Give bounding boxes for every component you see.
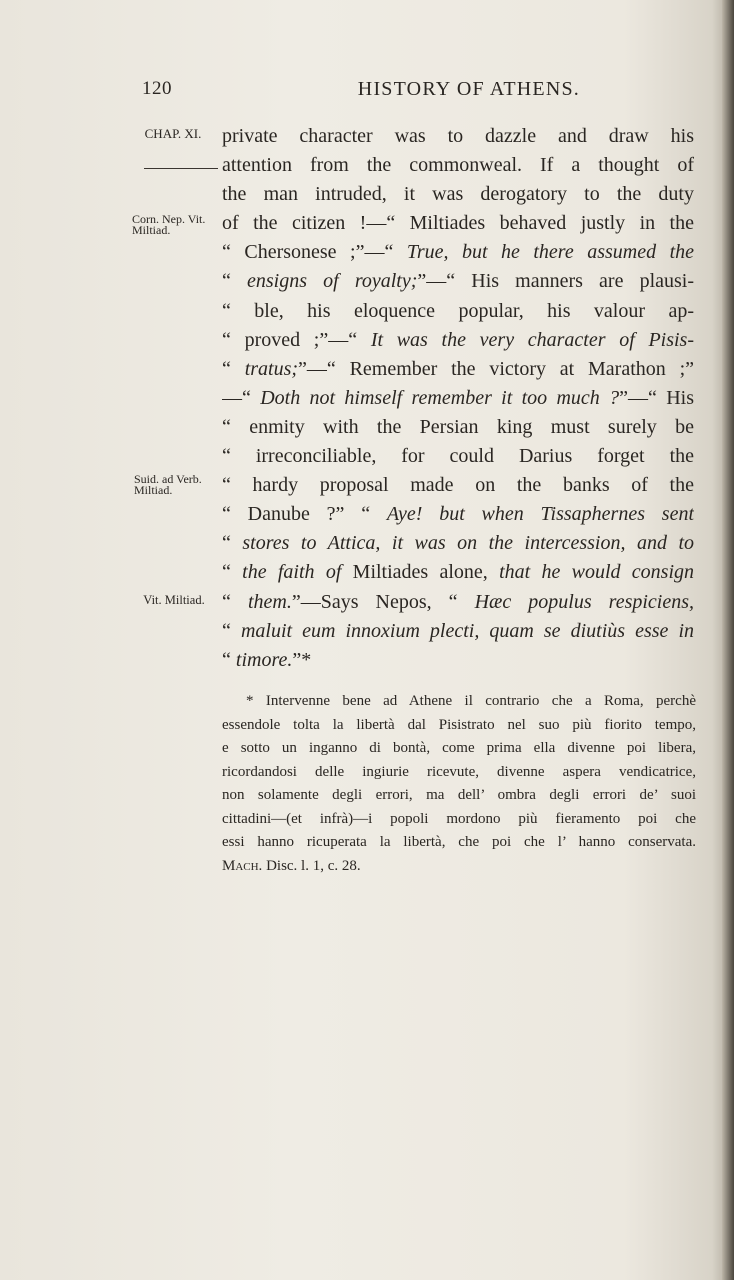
page-number: 120	[142, 78, 172, 99]
footnote-line: cittadini—(et infrà)—i popoli mordono più fieramento poi che	[222, 810, 696, 827]
footnote-line: ricordandosi delle ingiurie ricevute, divenne aspera vendicatrice,	[222, 763, 696, 780]
text-line: “ stores to Attica, it was on the intercession, and to	[222, 532, 694, 555]
text-line: “ enmity with the Persian king must surely be	[222, 415, 694, 438]
page-edge-shadow	[722, 0, 734, 1280]
text-line: “ the faith of Miltiades alone, that he would consign	[222, 561, 694, 584]
text-line: private character was to dazzle and draw his	[222, 125, 694, 147]
sidenote-citation-2: Suid. ad Verb. Miltiad.	[134, 472, 202, 497]
text-line: “ maluit eum innoxium plecti, quam se diutiùs esse in	[222, 619, 694, 642]
footnote-line: e sotto un inganno di bontà, come prima ella divenne poi libera,	[222, 740, 696, 756]
text-line: “ Chersonese ;”—“ True, but he there assumed the	[222, 241, 694, 264]
chapter-rule	[144, 168, 218, 169]
footnote-author: Mach.	[222, 857, 263, 874]
sidenote-chapter: CHAP. XI.	[144, 126, 202, 141]
text-line: of the citizen !—“ Miltiades behaved justly in the	[222, 212, 694, 235]
footnote	[222, 690, 696, 878]
footnote-line: essendole tolta la libertà dal Pisistrato nel suo più fiorito tempo,	[222, 716, 696, 733]
text-line: the man intruded, it was derogatory to the duty	[222, 183, 694, 206]
text-line: “ them.”—Says Nepos, “ Hæc populus respiciens,	[222, 590, 694, 613]
footnote-reference: Disc. l. 1, c. 28.	[262, 857, 361, 874]
footnote-citation-line	[222, 855, 696, 879]
text-line: “ irreconciliable, for could Darius forget the	[222, 445, 694, 468]
sidenote-citation-3: Vit. Miltiad.	[143, 593, 205, 607]
text-line: “ hardy proposal made on the banks of the	[222, 474, 694, 497]
text-line: “ proved ;”—“ It was the very character of Pisis-	[222, 328, 694, 351]
footnote-line: non solamente degli errori, ma dell’ ombra degli errori de’ suoi	[222, 787, 696, 803]
page-header	[142, 78, 580, 106]
running-head: HISTORY OF ATHENS.	[357, 78, 580, 100]
text-line: “ ensigns of royalty;”—“ His manners are plausi-	[222, 270, 694, 293]
footnote-line: essi hanno ricuperata la libertà, che poi che l’ hanno conservata.	[222, 834, 696, 850]
text-line: —“ Doth not himself remember it too much ?”—“ His	[222, 386, 694, 409]
text-line: “ ble, his eloquence popular, his valour ap-	[222, 299, 694, 322]
text-line: attention from the commonweal. If a thought of	[222, 154, 694, 177]
footnote-line: * Intervenne bene ad Athene il contrario che a Roma, perchè	[246, 693, 696, 709]
text-line: “ tratus;”—“ Remember the victory at Marathon ;”	[222, 357, 694, 380]
sidenote-citation-1: Corn. Nep. Vit. Miltiad.	[132, 212, 206, 237]
text-line: “ timore.”*	[222, 648, 312, 671]
text-line: “ Danube ?” “ Aye! but when Tissaphernes sent	[222, 503, 694, 526]
main-text	[222, 122, 694, 675]
